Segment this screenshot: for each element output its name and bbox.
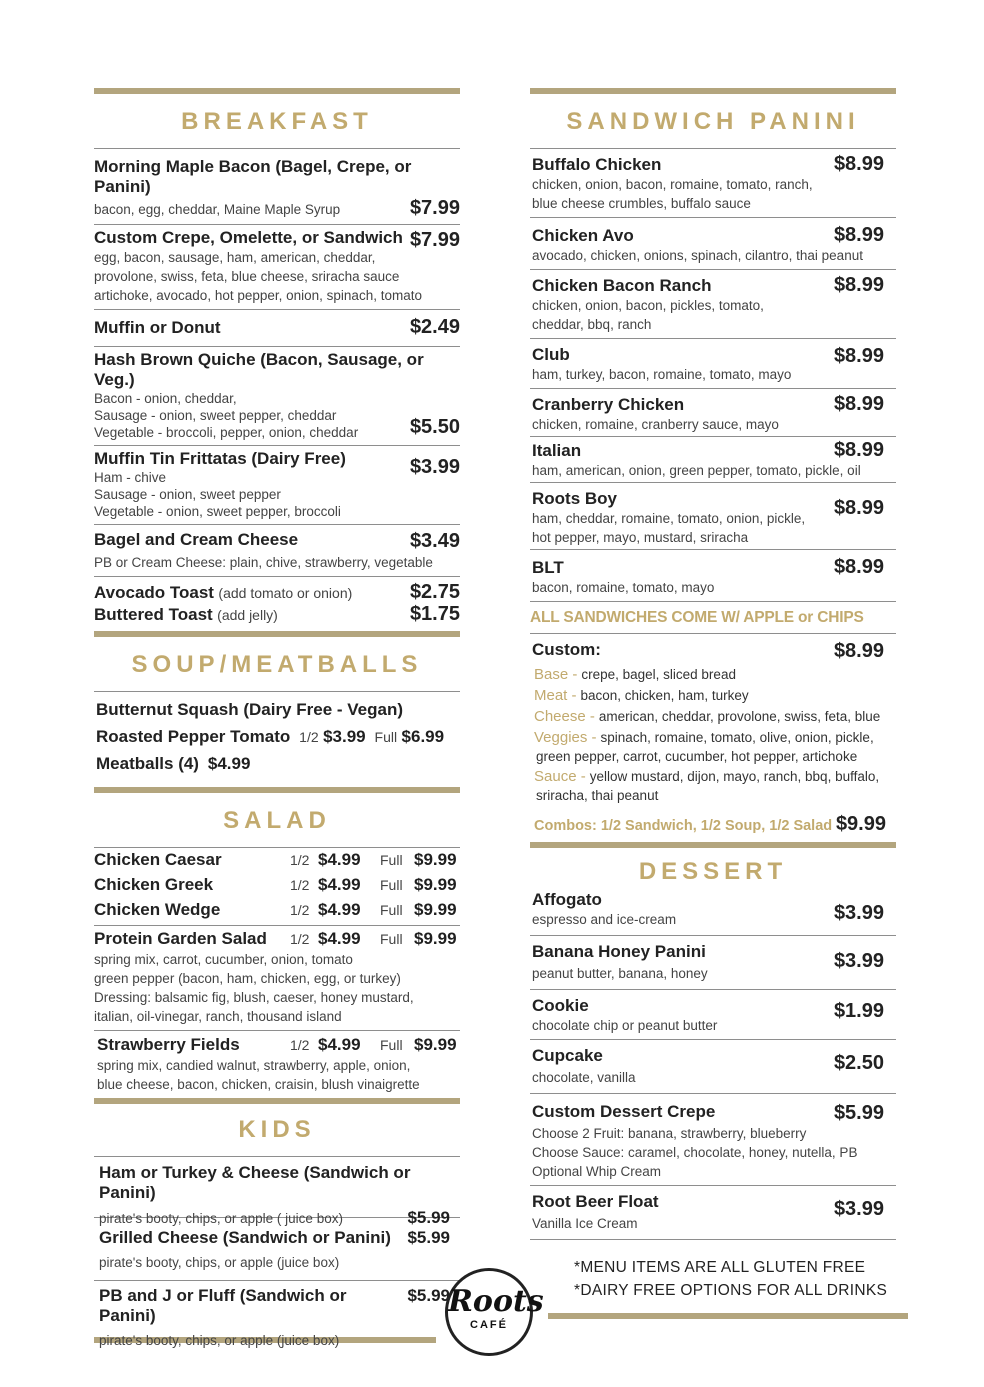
- item-price: $5.99: [833, 1102, 884, 1124]
- item-desc: Vegetable - broccoli, pepper, onion, cheddar: [94, 425, 359, 440]
- item-price: $3.99: [833, 1198, 884, 1220]
- full-price: $9.99: [414, 1035, 457, 1054]
- item-name: Chicken Caesar: [94, 850, 222, 869]
- half-price: $4.99: [318, 875, 361, 894]
- combo-price: $9.99: [835, 813, 886, 835]
- kids-title: KIDS: [238, 1116, 316, 1143]
- item-name: Cranberry Chicken: [532, 395, 685, 414]
- item-price: $7.99: [409, 197, 460, 219]
- item-name: Roots Boy: [532, 489, 617, 508]
- option-value: yellow mustard, dijon, mayo, ranch, bbq, buffalo,: [589, 769, 880, 784]
- menu-item: [94, 1218, 460, 1280]
- item-desc: avocado, chicken, onions, spinach, cilantro, thai peanut: [532, 248, 863, 263]
- item-name: Chicken Bacon Ranch: [532, 276, 712, 295]
- menu-item: [530, 149, 896, 217]
- soup-item: Meatballs (4): [96, 754, 199, 773]
- item-desc: Vegetable - onion, sweet pepper, broccoli: [94, 504, 341, 519]
- divider: [530, 601, 896, 602]
- item-price: $4.99: [207, 754, 251, 773]
- menu-item: [530, 483, 896, 549]
- full-label: Full: [380, 877, 403, 893]
- full-label: Full: [380, 931, 403, 947]
- divider-bar: [94, 88, 460, 94]
- item-name: Ham or Turkey & Cheese (Sandwich or Panini): [99, 1163, 411, 1202]
- full-price: $9.99: [414, 900, 457, 919]
- item-name: Custom Dessert Crepe: [532, 1102, 716, 1121]
- footnote: *MENU ITEMS ARE ALL GLUTEN FREE: [574, 1259, 866, 1276]
- half-label: 1/2: [290, 852, 310, 868]
- item-note: (add tomato or onion): [218, 585, 353, 601]
- item-desc: artichoke, avocado, hot pepper, onion, spinach, tomato: [94, 288, 422, 303]
- item-price: $2.49: [409, 316, 460, 338]
- item-desc: ham, american, onion, green pepper, tomato, pickle, oil: [532, 463, 861, 478]
- item-desc: Choose Sauce: caramel, chocolate, honey, nutella, PB: [532, 1145, 858, 1160]
- item-price: $8.99: [833, 497, 884, 519]
- salad-row: [94, 929, 460, 950]
- menu-item: [94, 525, 460, 576]
- footnote: *DAIRY FREE OPTIONS FOR ALL DRINKS: [574, 1282, 888, 1299]
- full-label: Full: [380, 902, 403, 918]
- item-name: Buffalo Chicken: [532, 155, 662, 174]
- menu-item: [530, 218, 896, 269]
- salad-row: [94, 850, 460, 875]
- item-desc: PB or Cream Cheese: plain, chive, strawberry, vegetable: [94, 555, 433, 570]
- item-desc: blue cheese crumbles, buffalo sauce: [532, 196, 751, 211]
- footer-notes: [530, 1256, 896, 1302]
- item-desc: hot pepper, mayo, mustard, sriracha: [532, 530, 749, 545]
- item-name: PB and J or Fluff (Sandwich or Panini): [99, 1286, 347, 1325]
- half-price: $4.99: [318, 900, 361, 919]
- item-price: $8.99: [833, 345, 884, 367]
- menu-item: [530, 990, 896, 1039]
- menu-item: [94, 1031, 460, 1094]
- menu-item: [530, 1094, 896, 1185]
- menu-item: [530, 339, 896, 388]
- item-price: $5.99: [407, 1286, 450, 1305]
- item-desc: egg, bacon, sausage, ham, american, cheddar,: [94, 250, 376, 265]
- half-price: $3.99: [323, 727, 366, 746]
- menu-item: [530, 1186, 896, 1239]
- option-value: bacon, chicken, ham, turkey: [580, 688, 749, 703]
- salad-row: [94, 875, 460, 900]
- item-desc: Vanilla Ice Cream: [532, 1216, 638, 1231]
- option-key: Cheese -: [534, 708, 595, 725]
- menu-item: [530, 1040, 896, 1093]
- full-price: $9.99: [414, 875, 457, 894]
- full-label: Full: [374, 729, 398, 745]
- divider-bar: [94, 631, 460, 637]
- item-price: $8.99: [833, 274, 884, 296]
- item-price: $2.50: [833, 1052, 884, 1074]
- menu-item: [530, 936, 896, 989]
- item-desc: Optional Whip Cream: [532, 1164, 662, 1179]
- item-name: Muffin or Donut: [94, 318, 221, 337]
- menu-item: [94, 310, 460, 346]
- item-desc: provolone, swiss, feta, blue cheese, sriracha sauce: [94, 269, 400, 284]
- option-value: sriracha, thai peanut: [536, 788, 659, 803]
- sandwich-note: ALL SANDWICHES COME W/ APPLE or CHIPS: [530, 609, 864, 626]
- half-label: 1/2: [290, 877, 310, 893]
- menu-item: [530, 270, 896, 338]
- logo-subtext: CAFÉ: [470, 1319, 508, 1331]
- menu-item: [94, 577, 460, 629]
- item-price: $1.99: [833, 1000, 884, 1022]
- item-desc: chicken, romaine, cranberry sauce, mayo: [532, 417, 779, 432]
- option-value: green pepper, carrot, cucumber, hot pepper, artichoke: [536, 749, 858, 764]
- option-key: Veggies -: [534, 729, 597, 746]
- item-desc: italian, oil-vinegar, ranch, thousand island: [94, 1009, 342, 1024]
- menu-item: [94, 149, 460, 224]
- full-price: $9.99: [414, 850, 457, 869]
- half-label: 1/2: [290, 1037, 310, 1053]
- item-desc: green pepper (bacon, ham, chicken, egg, or turkey): [94, 971, 401, 986]
- item-price: $3.99: [833, 902, 884, 924]
- salad-row: [97, 1035, 460, 1056]
- item-price: $7.99: [409, 229, 460, 251]
- soup-item: Butternut Squash (Dairy Free - Vegan): [96, 700, 403, 719]
- menu-item: [530, 389, 896, 436]
- divider-bar: [94, 787, 460, 793]
- half-price: $4.99: [318, 1035, 361, 1054]
- item-price: $3.99: [409, 456, 460, 478]
- divider: [530, 1239, 896, 1240]
- item-desc: chicken, onion, bacon, romaine, tomato, ranch,: [532, 177, 813, 192]
- menu-item: [530, 550, 896, 601]
- menu-item: [94, 1157, 460, 1227]
- item-desc: Choose 2 Fruit: banana, strawberry, blueberry: [532, 1126, 807, 1141]
- item-desc: spring mix, candied walnut, strawberry, apple, onion,: [97, 1058, 411, 1073]
- half-price: $4.99: [318, 929, 361, 948]
- option-value: american, cheddar, provolone, swiss, feta, blue: [598, 709, 881, 724]
- item-name: Grilled Cheese (Sandwich or Panini): [99, 1228, 391, 1247]
- item-price: $8.99: [833, 640, 884, 662]
- item-name: Chicken Avo: [532, 226, 634, 245]
- item-desc: bacon, romaine, tomato, mayo: [532, 580, 715, 595]
- breakfast-title: BREAKFAST: [181, 108, 373, 135]
- item-price: $8.99: [833, 439, 884, 461]
- salad-list: [94, 848, 460, 925]
- item-note: (add jelly): [217, 607, 278, 623]
- item-name: Custom Crepe, Omelette, or Sandwich: [94, 228, 403, 247]
- item-desc: chocolate, vanilla: [532, 1070, 636, 1085]
- item-price: $2.75: [409, 581, 460, 603]
- item-price: $3.49: [409, 530, 460, 552]
- soup-item: Roasted Pepper Tomato: [96, 727, 291, 746]
- custom-sandwich: [530, 634, 896, 805]
- item-desc: blue cheese, bacon, chicken, craisin, blush vinaigrette: [97, 1077, 420, 1092]
- right-column: [530, 88, 896, 1302]
- logo-text: Roots: [448, 1284, 544, 1319]
- item-desc: Sausage - onion, sweet pepper, cheddar: [94, 408, 337, 423]
- item-name: Buttered Toast: [94, 605, 213, 624]
- item-desc: espresso and ice-cream: [532, 912, 677, 927]
- menu-item: [94, 926, 460, 1026]
- soup-list: [94, 692, 460, 787]
- full-label: Full: [380, 1037, 403, 1053]
- item-desc: spring mix, carrot, cucumber, onion, tomato: [94, 952, 353, 967]
- item-name: Muffin Tin Frittatas (Dairy Free): [94, 449, 346, 468]
- item-price: $8.99: [833, 556, 884, 578]
- item-desc: pirate's booty, chips, or apple (juice box): [99, 1333, 340, 1348]
- item-name: Morning Maple Bacon (Bagel, Crepe, or Panini): [94, 157, 412, 196]
- half-price: $4.99: [318, 850, 361, 869]
- divider-bar: [530, 842, 896, 848]
- full-price: $6.99: [401, 727, 445, 746]
- item-price: $5.99: [407, 1208, 450, 1227]
- item-desc: bacon, egg, cheddar, Maine Maple Syrup: [94, 202, 341, 217]
- item-name: BLT: [532, 558, 564, 577]
- item-name: Cupcake: [532, 1046, 603, 1065]
- option-key: Base -: [534, 666, 578, 683]
- menu-item: [94, 1281, 460, 1348]
- item-desc: pirate's booty, chips, or apple (juice box): [99, 1255, 340, 1270]
- option-key: Meat -: [534, 687, 577, 704]
- item-desc: Sausage - onion, sweet pepper: [94, 487, 281, 502]
- option-key: Sauce -: [534, 768, 586, 785]
- menu-item: [94, 347, 460, 445]
- menu-item: [530, 886, 896, 935]
- item-name: Protein Garden Salad: [94, 929, 267, 948]
- item-desc: cheddar, bbq, ranch: [532, 317, 652, 332]
- item-name: Italian: [532, 441, 582, 460]
- half-label: 1/2: [299, 729, 319, 745]
- left-column: [94, 88, 460, 1348]
- item-name: Chicken Wedge: [94, 900, 221, 919]
- item-name: Bagel and Cream Cheese: [94, 530, 299, 549]
- dessert-title: DESSERT: [638, 858, 788, 885]
- panini-title: SANDWICH PANINI: [566, 108, 860, 135]
- salad-title: SALAD: [223, 807, 331, 834]
- item-desc: Dressing: balsamic fig, blush, caeser, honey mustard,: [94, 990, 414, 1005]
- item-price: $8.99: [833, 393, 884, 415]
- item-name: Cookie: [532, 996, 589, 1015]
- item-price: $5.50: [409, 416, 460, 438]
- item-price: $8.99: [833, 153, 884, 175]
- item-desc: peanut butter, banana, honey: [532, 966, 708, 981]
- item-desc: pirate's booty, chips, or apple ( juice box): [99, 1211, 343, 1226]
- soup-title: SOUP/MEATBALLS: [131, 651, 423, 678]
- full-label: Full: [380, 852, 403, 868]
- item-price: $5.99: [407, 1228, 450, 1247]
- item-name: Hash Brown Quiche (Bacon, Sausage, or Veg.): [94, 350, 424, 389]
- item-name: Avocado Toast: [94, 583, 214, 602]
- roots-cafe-logo: [445, 1268, 544, 1356]
- combo-row: [530, 813, 886, 836]
- divider-bar: [530, 88, 896, 94]
- item-desc: chocolate chip or peanut butter: [532, 1018, 718, 1033]
- item-name: Club: [532, 345, 570, 364]
- item-name: Custom:: [532, 640, 601, 659]
- divider-bar: [94, 1098, 460, 1104]
- item-desc: Ham - chive: [94, 470, 167, 485]
- item-price: $3.99: [833, 950, 884, 972]
- item-name: Strawberry Fields: [97, 1035, 240, 1054]
- item-name: Root Beer Float: [532, 1192, 659, 1211]
- combo-label: Combos: 1/2 Sandwich, 1/2 Soup, 1/2 Salad: [534, 818, 833, 834]
- item-desc: chicken, onion, bacon, pickles, tomato,: [532, 298, 764, 313]
- item-desc: Bacon - onion, cheddar,: [94, 391, 237, 406]
- divider-bar: [548, 1313, 908, 1319]
- menu-item: [94, 446, 460, 524]
- item-desc: ham, turkey, bacon, romaine, tomato, mayo: [532, 367, 792, 382]
- option-value: spinach, romaine, tomato, olive, onion, pickle,: [600, 730, 874, 745]
- salad-row: [94, 900, 460, 925]
- option-value: crepe, bagel, sliced bread: [581, 667, 736, 682]
- item-desc: ham, cheddar, romaine, tomato, onion, pickle,: [532, 511, 806, 526]
- item-name: Banana Honey Panini: [532, 942, 706, 961]
- half-label: 1/2: [290, 931, 310, 947]
- item-name: Affogato: [532, 890, 602, 909]
- half-label: 1/2: [290, 902, 310, 918]
- full-price: $9.99: [414, 929, 457, 948]
- menu-item: [94, 225, 460, 309]
- item-price: $1.75: [409, 603, 460, 625]
- menu-item: [530, 437, 896, 482]
- item-name: Chicken Greek: [94, 875, 214, 894]
- item-price: $8.99: [833, 224, 884, 246]
